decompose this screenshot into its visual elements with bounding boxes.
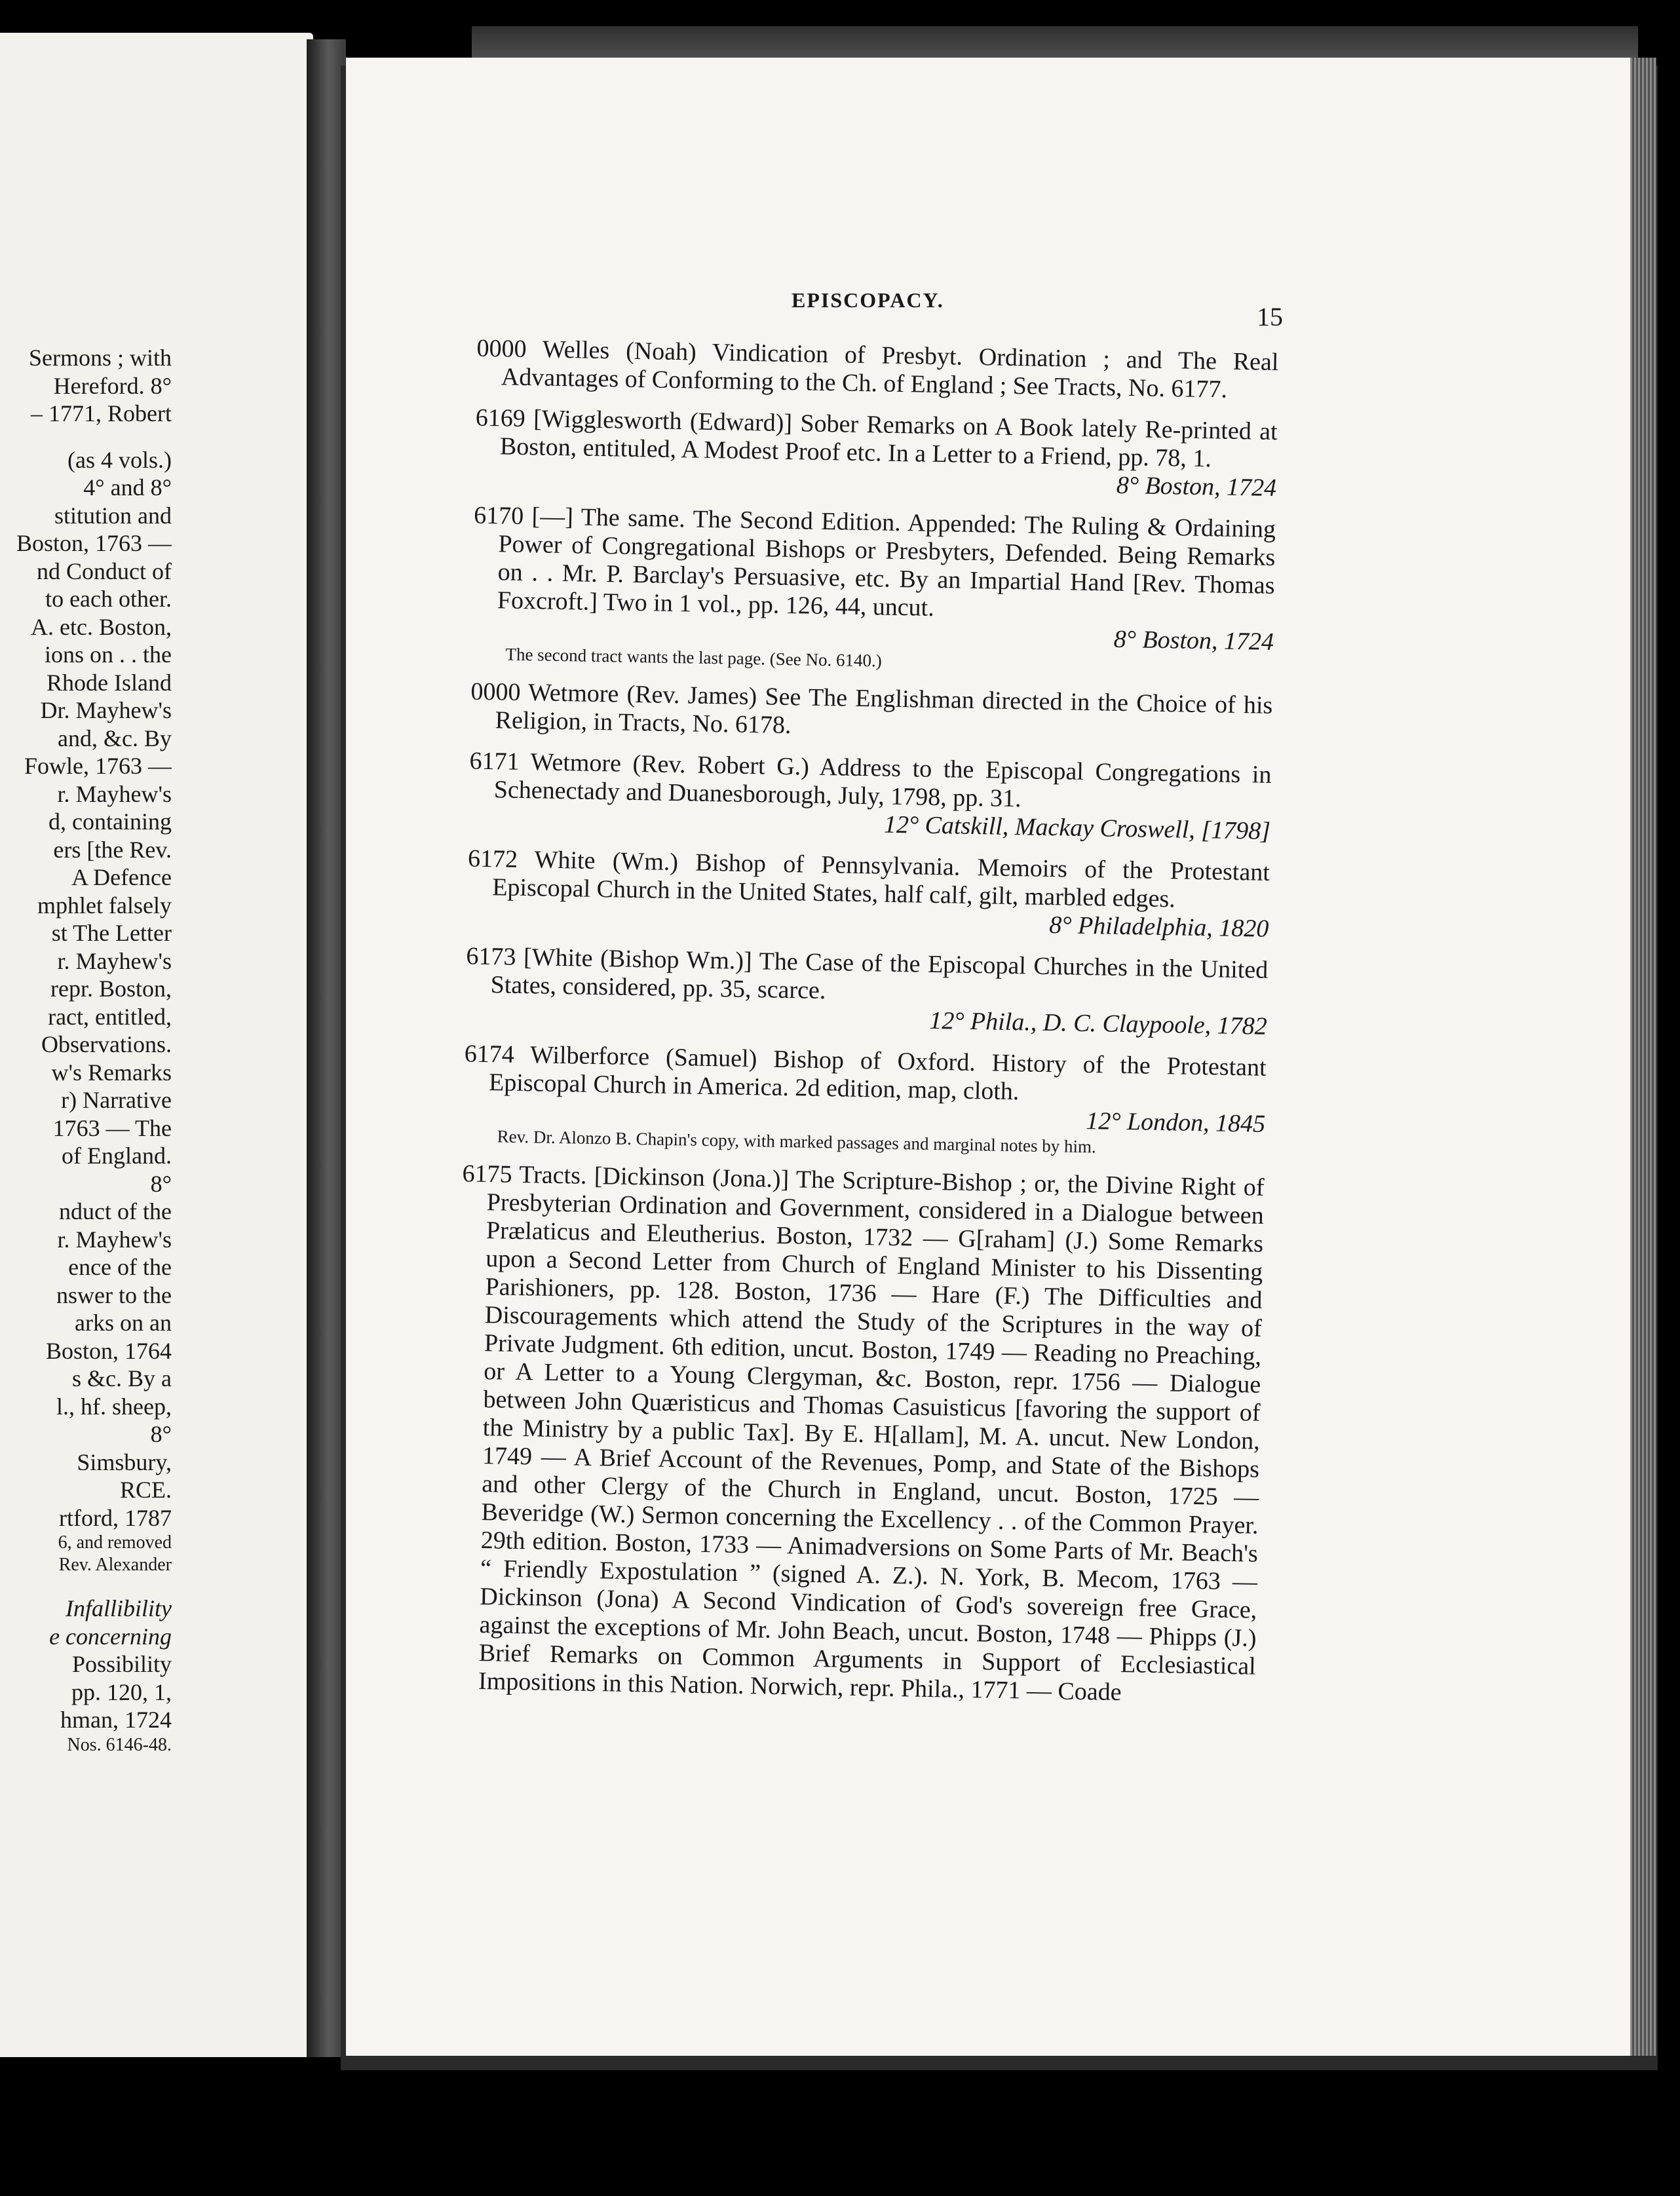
page-number: 15 (1257, 302, 1283, 331)
entry-number: 6174 (464, 1040, 515, 1069)
left-line: Sermons ; with (28, 345, 172, 371)
entry-note: The second tract wants the last page. (See No. 6140.) (505, 644, 882, 671)
entry-text: White (Wm.) Bishop of Pennsylvania. Memoirs of the Protestant Episcopal Church in the United States, half calf, gilt, marbled edges. (491, 846, 1270, 913)
left-line: Rev. Alexander (58, 1555, 172, 1575)
catalogue-entry (440, 942, 1269, 1041)
entry-number: 6175 (462, 1160, 512, 1188)
entry-number: 0000 (476, 334, 527, 363)
entry-imprint: 8° Philadelphia, 1820 (1049, 911, 1269, 943)
left-line: repr. Boston, (50, 975, 172, 1002)
entry-note: Rev. Dr. Alonzo B. Chapin's copy, with marked passages and marginal notes by him. (497, 1126, 1096, 1157)
left-page-text (0, 344, 172, 1756)
left-line: r) Narrative (61, 1087, 172, 1113)
left-line: Rhode Island (47, 669, 172, 696)
entry-text: [—] The same. The Second Edition. Appended: The Ruling & Ordaining Power of Congregational Bishops or Presbyters, Defended. Being Remarks on . . Mr. P. Barclay's Persuasive, etc. By an Impartial Hand [Rev. Thomas Foxcroft.] Two in 1 vol., pp. 126, 44, uncut. (497, 502, 1276, 622)
entry-number: 6170 (473, 501, 524, 530)
entry-imprint: 8° Boston, 1724 (1113, 625, 1274, 656)
catalogue-entry (446, 501, 1276, 679)
entry-text: [Wigglesworth (Edward)] Sober Remarks on A Book lately Re-printed at Boston, entituled, A Modest Proof etc. In a Letter to a Friend, pp. 78, 1. (499, 405, 1278, 473)
left-line: nd Conduct of (37, 558, 172, 584)
entry-text: [White (Bishop Wm.)] The Case of the Episcopal Churches in the United States, considered, pp. 35, scarce. (490, 943, 1269, 1005)
left-line: arks on an (75, 1310, 172, 1336)
left-line: ence of the (68, 1254, 172, 1280)
left-line: RCE. (119, 1477, 172, 1503)
left-line: A Defence (71, 864, 172, 890)
left-line: Possibility (71, 1651, 172, 1677)
left-line: ions on . . the (45, 641, 172, 668)
left-line: Boston, 1763 — (16, 530, 172, 556)
entry-text: Wilberforce (Samuel) Bishop of Oxford. History of the Protestant Episcopal Church in America. 2d edition, map, cloth. (488, 1041, 1267, 1106)
left-line: rtford, 1787 (59, 1504, 172, 1531)
left-line: (as 4 vols.) (67, 446, 172, 473)
left-line: s &c. By a (72, 1365, 172, 1391)
entry-number: 6169 (475, 404, 526, 432)
catalogue-entry (429, 1160, 1265, 1709)
left-line: nduct of the (59, 1198, 172, 1224)
entry-number: 0000 (470, 677, 521, 706)
page-top-edge (472, 26, 1638, 58)
left-line: e concerning (49, 1623, 172, 1650)
left-line: mphlet falsely (37, 892, 172, 918)
left-line: 1763 — The (52, 1114, 172, 1141)
left-line: l., hf. sheep, (56, 1393, 172, 1420)
entry-number: 6172 (467, 844, 518, 873)
left-line: A. etc. Boston, (31, 613, 172, 640)
catalogue-entries (428, 334, 1278, 1722)
running-head: EPISCOPACY. (792, 288, 944, 312)
left-line: ract, entitled, (48, 1003, 172, 1030)
left-line: to each other. (45, 586, 172, 612)
left-line: Boston, 1764 (45, 1337, 172, 1364)
left-line: r. Mayhew's (57, 1226, 172, 1253)
left-line: of England. (62, 1143, 172, 1169)
catalogue-entry (445, 677, 1272, 748)
left-line: stitution and (54, 502, 172, 529)
entry-text: Wetmore (Rev. James) See The Englishman directed in the Choice of his Religion, in Tracts, No. 6178. (495, 679, 1273, 740)
left-line-gap (0, 1576, 172, 1595)
entry-imprint: 12° Catskill, Mackay Croswell, [1798] (883, 810, 1271, 845)
left-line: Observations. (41, 1031, 172, 1057)
book-gutter (307, 39, 346, 2057)
left-line: Nos. 6146-48. (67, 1734, 172, 1755)
left-line: Hereford. 8° (53, 372, 172, 399)
left-line: Infallibility (66, 1595, 172, 1621)
entry-text: Wetmore (Rev. Robert G.) Address to the Episcopal Congregations in Schenectady and Duanesborough, July, 1798, pp. 31. (493, 748, 1272, 813)
entry-number: 6171 (469, 747, 520, 776)
left-line: ers [the Rev. (53, 836, 172, 863)
left-line: Dr. Mayhew's (40, 697, 172, 723)
left-line: Simsbury, (77, 1448, 172, 1475)
left-line: st The Letter (51, 920, 172, 946)
left-line: r. Mayhew's (57, 780, 172, 807)
left-line: 6, and removed (58, 1532, 172, 1553)
left-line: Fowle, 1763 — (24, 753, 172, 779)
entry-number: 6173 (466, 942, 516, 971)
left-line: d, containing (48, 808, 172, 835)
left-line: 8° (150, 1170, 172, 1197)
entry-imprint: 12° Phila., D. C. Claypoole, 1782 (928, 1006, 1268, 1040)
catalogue-entry (442, 844, 1270, 943)
page-stack-edge (1630, 58, 1656, 2056)
left-line: – 1771, Robert (31, 400, 172, 426)
entry-imprint: 12° London, 1845 (1085, 1107, 1266, 1138)
catalogue-entry (444, 747, 1272, 846)
left-line: nswer to the (56, 1281, 172, 1308)
catalogue-entry (449, 404, 1278, 502)
left-line: w's Remarks (51, 1059, 172, 1086)
left-line: r. Mayhew's (57, 947, 172, 974)
left-page (0, 33, 313, 2057)
entry-text: Welles (Noah) Vindication of Presbyt. Ordination ; and The Real Advantages of Conforming to the Ch. of England ; See Tracts, No. 6177. (501, 335, 1279, 404)
entry-imprint: 8° Boston, 1724 (1116, 471, 1277, 502)
left-line: pp. 120, 1, (71, 1678, 172, 1705)
left-line: and, &c. By (58, 725, 172, 751)
left-line-gap (0, 428, 172, 446)
catalogue-entry (438, 1040, 1267, 1161)
entry-text: Tracts. [Dickinson (Jona.)] The Scripture-Bishop ; or, the Divine Right of Presbyterian Ordination and Government, considered in a Dialogue between Prælaticus and Eleutherius. Boston, 1732 — G[raham] (J.) Some Remarks upon a Second Letter from Church of England Minister to his Dissenting Parishioners, pp. 128. Boston, 1736 — Hare (F.) The Difficulties and Discouragements which attend the Study of the Scriptures in the way of Private Judgment. 6th edition, uncut. Boston, 1749 — Reading no Preaching, or A Letter to a Young Clergyman, &c. Boston, repr. 1756 — Dialogue between John Quæristicus and Thomas Casuisticus [favoring the support of the Ministry by a public Tax]. By E. H[allam], M. A. uncut. New London, 1749 — A Brief Account of the Revenues, Pomp, and State of the Bishops and other Clergy of the Church in England, uncut. Boston, 1725 — Beveridge (W.) Sermon concerning the Excellency . . of the Common Prayer. 29th edition. Boston, 1733 — Animadversions on Some Parts of Mr. Beach's “ Friendly Expostulation ” (signed A. Z.). N. York, B. Mecom, 1763 — Dickinson (Jona) A Second Vindication of God's sovereign free Grace, against the exceptions of Mr. John Beach, uncut. Boston, 1748 — Phipps (J.) Brief Remarks on Common Arguments in Support of Ecclesiastical Impositions in this Nation. Norwich, repr. Phila., 1771 — Coade (478, 1160, 1265, 1707)
left-line: 4° and 8° (83, 474, 172, 501)
left-line: hman, 1724 (60, 1707, 172, 1733)
left-line: 8° (150, 1421, 172, 1447)
